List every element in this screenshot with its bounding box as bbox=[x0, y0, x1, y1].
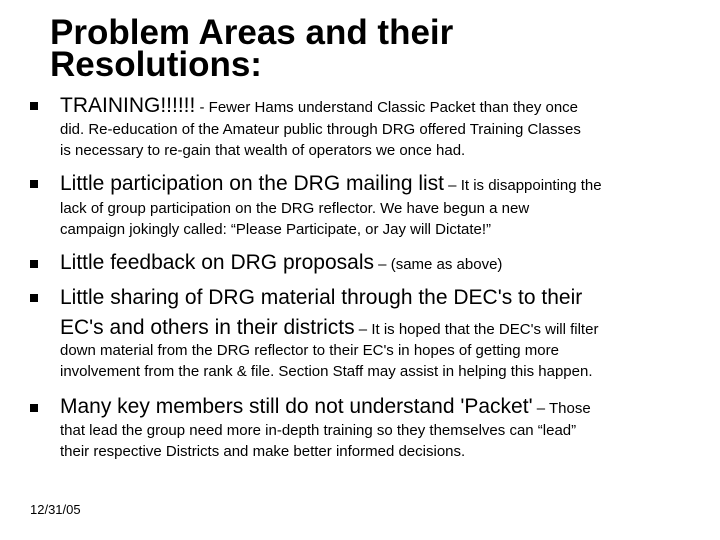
bullet-heading-small: – Those bbox=[532, 400, 591, 417]
bullet-body bbox=[60, 198, 710, 240]
bullet-heading-large: Many key members still do not understand 'Packet' bbox=[60, 395, 533, 418]
bullet-heading bbox=[60, 248, 710, 280]
bullet-heading-small: – It is hoped that the DEC's will filter bbox=[354, 321, 599, 338]
bullet-body bbox=[60, 340, 710, 382]
bullet-body bbox=[60, 420, 710, 462]
bullet-body-line: lack of group participation on the DRG reflector. We have begun a new bbox=[60, 200, 530, 217]
bullet-heading-large: EC's and others in their districts bbox=[60, 316, 355, 339]
bullet-heading-large: Little participation on the DRG mailing list bbox=[60, 172, 445, 195]
slide-title-line2: Resolutions: bbox=[50, 45, 262, 84]
square-bullet-icon bbox=[30, 180, 38, 188]
bullet-body-line: did. Re-education of the Amateur public through DRG offered Training Classes bbox=[60, 121, 581, 138]
square-bullet-icon bbox=[30, 294, 38, 302]
bullet-heading-small: – It is disappointing the bbox=[444, 177, 602, 194]
bullet-heading-large: Little feedback on DRG proposals bbox=[60, 251, 375, 274]
bullet-body bbox=[60, 119, 710, 161]
bullet-heading-large: Little sharing of DRG material through the DEC's to their bbox=[60, 286, 583, 309]
bullet-body-line: down material from the DRG reflector to their EC's in hopes of getting more bbox=[60, 342, 559, 359]
bullet-body-line: involvement from the rank & file. Section Staff may assist in helping this happen. bbox=[60, 363, 593, 380]
bullet-body-line: campaign jokingly called: “Please Participate, or Jay will Dictate!” bbox=[60, 221, 492, 238]
slide-title bbox=[50, 13, 650, 84]
footer-date: 12/31/05 bbox=[30, 502, 81, 517]
square-bullet-icon bbox=[30, 102, 38, 110]
bullet-heading bbox=[60, 169, 710, 201]
bullet-heading-small: - Fewer Hams understand Classic Packet than they once bbox=[195, 99, 579, 116]
slide-title-line1: Problem Areas and their bbox=[50, 13, 454, 52]
bullet-body-line: their respective Districts and make better informed decisions. bbox=[60, 443, 466, 460]
bullet-heading-small: – (same as above) bbox=[374, 256, 503, 273]
bullet-heading bbox=[60, 283, 710, 345]
square-bullet-icon bbox=[30, 404, 38, 412]
square-bullet-icon bbox=[30, 260, 38, 268]
bullet-heading-large: TRAINING!!!!!! bbox=[60, 94, 196, 117]
bullet-body-line: that lead the group need more in-depth training so they themselves can “lead” bbox=[60, 422, 577, 439]
bullet-body-line: is necessary to re-gain that wealth of operators we once had. bbox=[60, 142, 466, 159]
